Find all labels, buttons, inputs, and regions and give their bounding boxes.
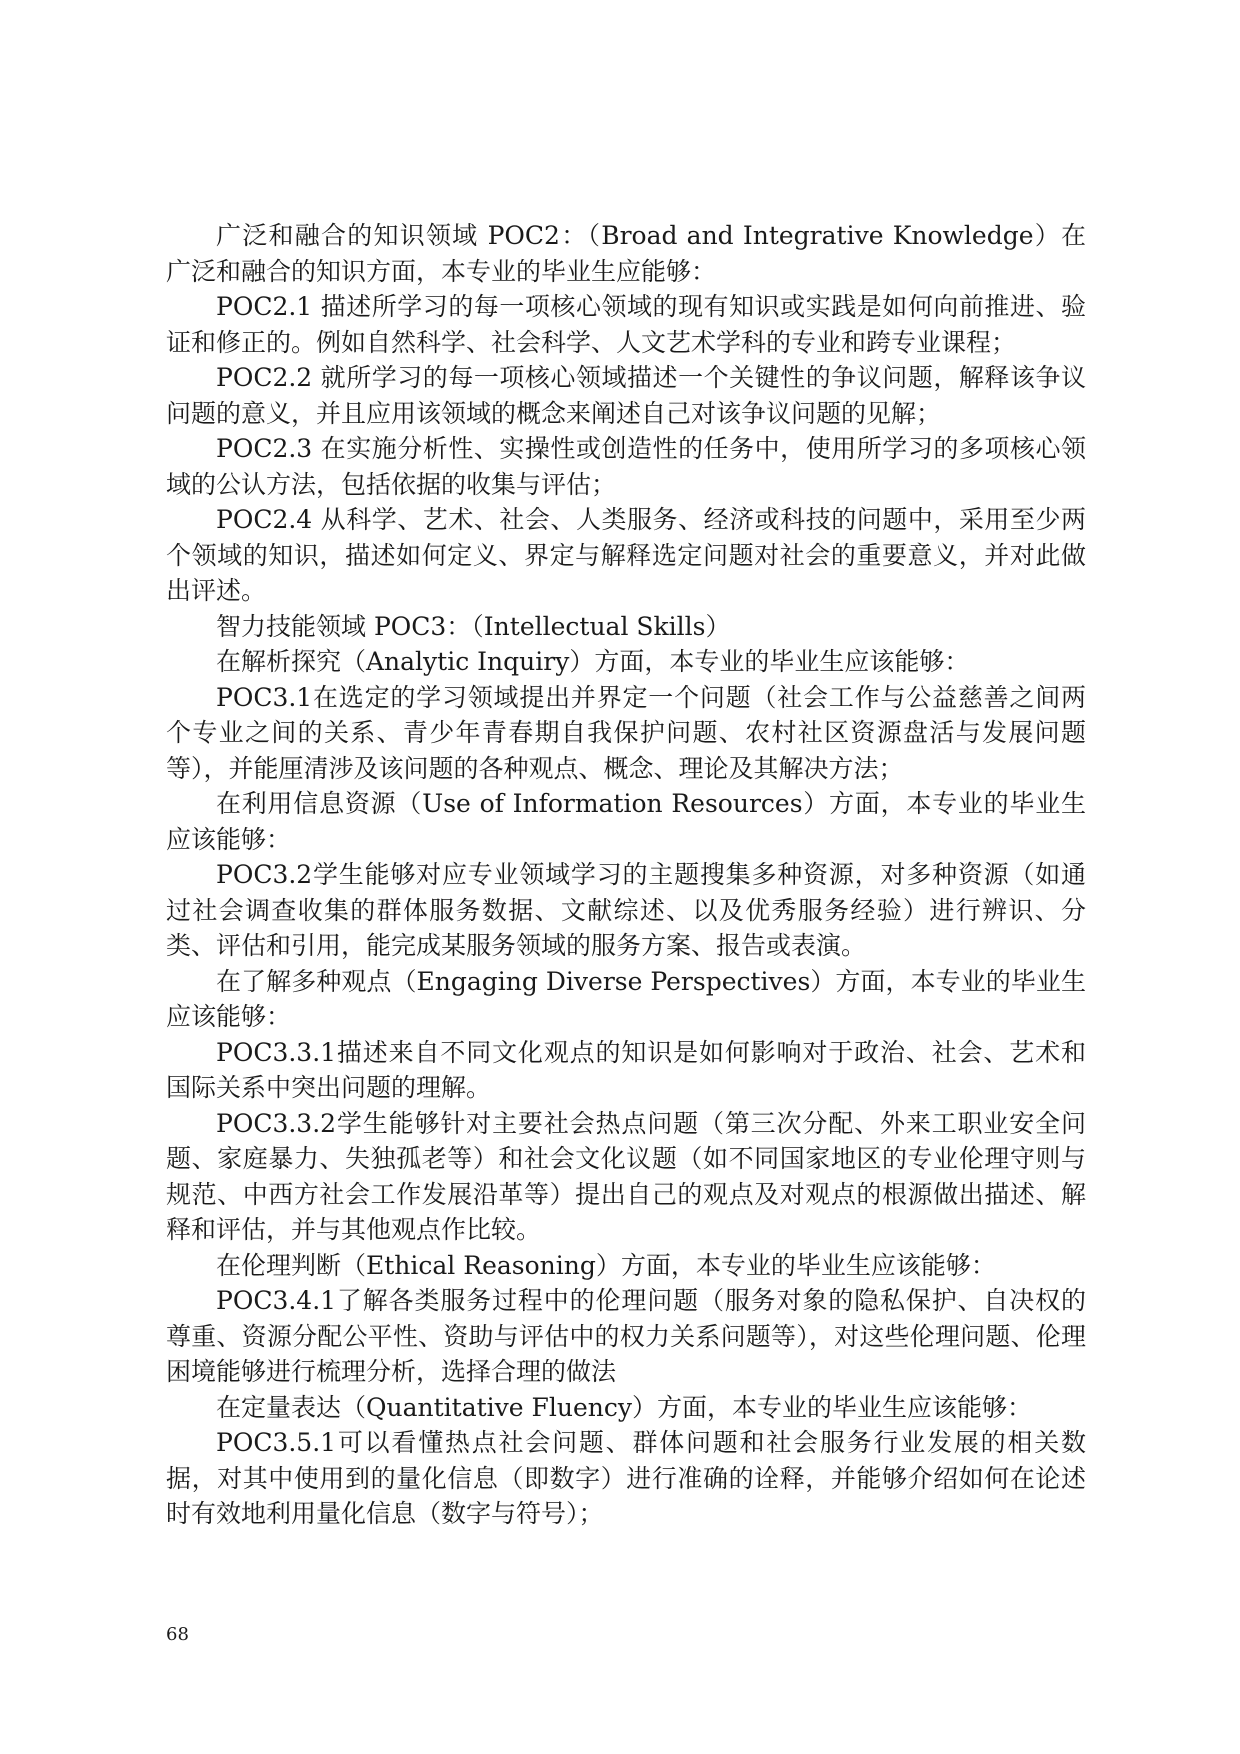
- paragraph-poc2-1: POC2.1 描述所学习的每一项核心领域的现有知识或实践是如何向前推进、验证和修正的。例如自然科学、社会科学、人文艺术学科的专业和跨专业课程；: [166, 292, 1086, 357]
- paragraph-poc2-3: POC2.3 在实施分析性、实操性或创造性的任务中，使用所学习的多项核心领域的公认方法，包括依据的收集与评估；: [166, 434, 1086, 499]
- paragraph-poc2-heading: 广泛和融合的知识领域 POC2：（Broad and Integrative Knowledge）在广泛和融合的知识方面，本专业的毕业生应能够：: [166, 221, 1086, 286]
- paragraph-information-resources: 在利用信息资源（Use of Information Resources）方面，本专业的毕业生应该能够：: [166, 789, 1086, 854]
- paragraph-poc3-3-2: POC3.3.2学生能够针对主要社会热点问题（第三次分配、外来工职业安全问题、家庭暴力、失独孤老等）和社会文化议题（如不同国家地区的专业伦理守则与规范、中西方社会工作发展沿革等）提出自己的观点及对观点的根源做出描述、解释和评估，并与其他观点作比较。: [166, 1108, 1086, 1244]
- paragraph-poc3-4-1: POC3.4.1了解各类服务过程中的伦理问题（服务对象的隐私保护、自决权的尊重、资源分配公平性、资助与评估中的权力关系问题等），对这些伦理问题、伦理困境能够进行梳理分析，选择合理的做法: [166, 1286, 1086, 1386]
- paragraph-poc3-3-1: POC3.3.1描述来自不同文化观点的知识是如何影响对于政治、社会、艺术和国际关系中突出问题的理解。: [166, 1037, 1086, 1102]
- paragraph-poc2-4: POC2.4 从科学、艺术、社会、人类服务、经济或科技的问题中，采用至少两个领域的知识，描述如何定义、界定与解释选定问题对社会的重要意义，并对此做出评述。: [166, 505, 1086, 605]
- paragraph-analytic-inquiry: 在解析探究（Analytic Inquiry）方面，本专业的毕业生应该能够：: [216, 647, 970, 676]
- paragraph-poc3-1: POC3.1在选定的学习领域提出并界定一个问题（社会工作与公益慈善之间两个专业之间的关系、青少年青春期自我保护问题、农村社区资源盘活与发展问题等），并能厘清涉及该问题的各种观点、概念、理论及其解决方法；: [166, 682, 1086, 783]
- paragraph-diverse-perspectives: 在了解多种观点（Engaging Diverse Perspectives）方面，本专业的毕业生应该能够：: [166, 966, 1086, 1031]
- paragraph-poc3-heading: 智力技能领域 POC3：（Intellectual Skills）: [216, 611, 731, 641]
- paragraph-ethical-reasoning: 在伦理判断（Ethical Reasoning）方面，本专业的毕业生应该能够：: [216, 1250, 996, 1280]
- paragraph-poc2-2: POC2.2 就所学习的每一项核心领域描述一个关键性的争议问题，解释该争议问题的意义，并且应用该领域的概念来阐述自己对该争议问题的见解；: [166, 363, 1086, 428]
- paragraph-poc3-5-1: POC3.5.1可以看懂热点社会问题、群体问题和社会服务行业发展的相关数据，对其中使用到的量化信息（即数字）进行准确的诠释，并能够介绍如何在论述时有效地利用量化信息（数字与符号）；: [166, 1428, 1086, 1528]
- body-text: [166, 218, 1086, 1532]
- paragraph-quantitative-fluency: 在定量表达（Quantitative Fluency）方面，本专业的毕业生应该能够：: [216, 1392, 1032, 1422]
- paragraph-poc3-2: POC3.2学生能够对应专业领域学习的主题搜集多种资源，对多种资源（如通过社会调查收集的群体服务数据、文献综述、以及优秀服务经验）进行辨识、分类、评估和引用，能完成某服务领域的服务方案、报告或表演。: [166, 860, 1086, 960]
- page-number: 68: [166, 1624, 189, 1645]
